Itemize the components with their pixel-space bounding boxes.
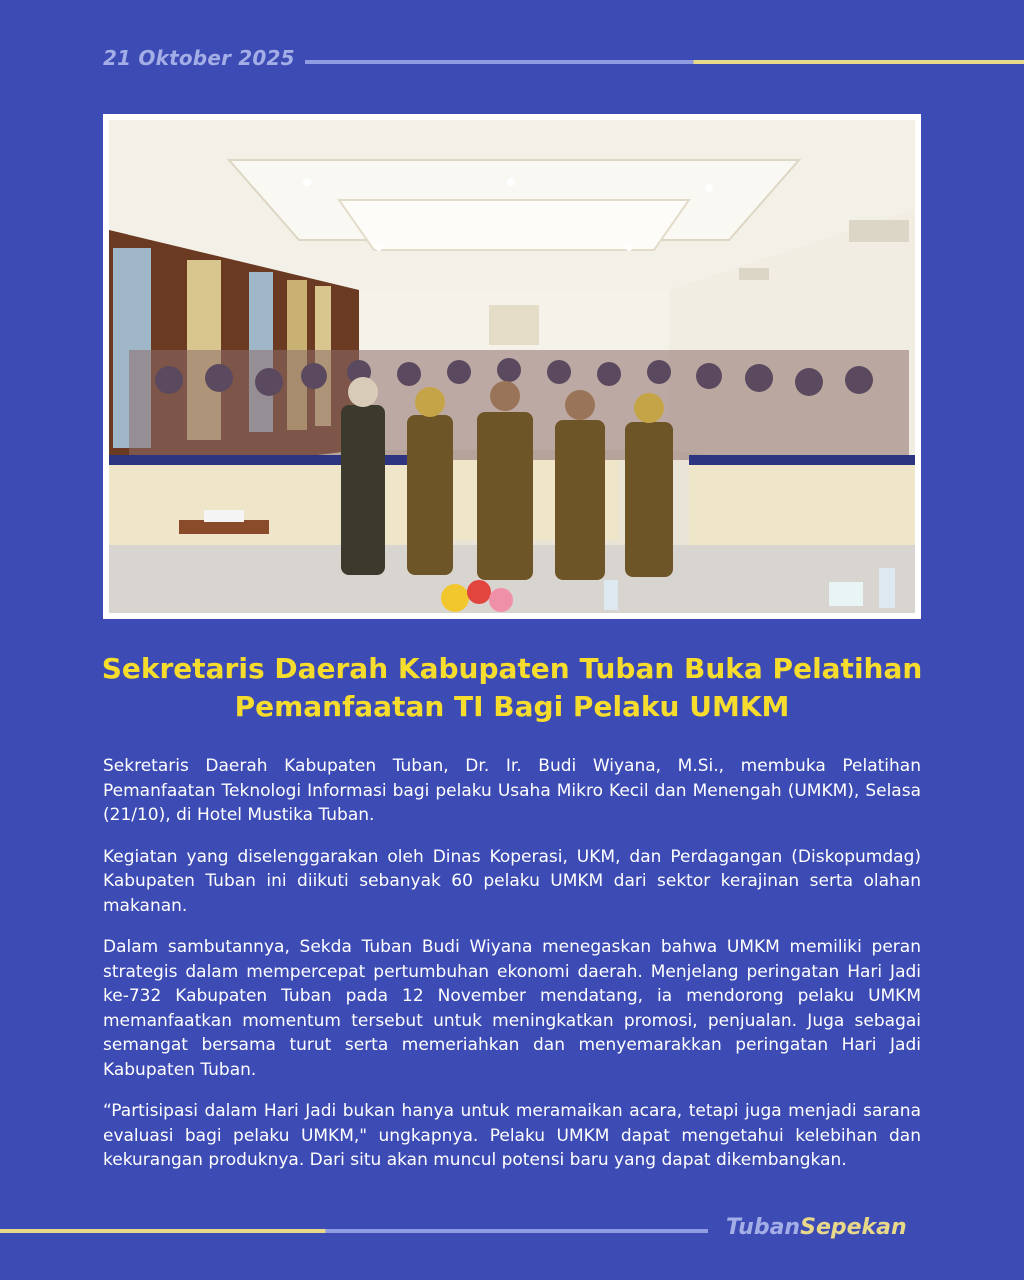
article-paragraph-4: “Partisipasi dalam Hari Jadi bukan hanya untuk meramaikan acara, tetapi juga menjadi sarana evaluasi bagi pelaku UMKM," ungkapnya. Pelaku UMKM dapat mengetahui kelebihan dan kekurangan produknya. Dari situ akan muncul potensi baru yang dapat dikembangkan. xyxy=(103,1101,921,1170)
article-body xyxy=(103,754,921,1190)
brand-logo-part-2: Sepekan xyxy=(800,1215,907,1240)
footer-divider xyxy=(0,1229,708,1233)
article-paragraph-2: Kegiatan yang diselenggarakan oleh Dinas Koperasi, UKM, dan Perdagangan (Diskopumdag) Kabupaten Tuban ini diikuti sebanyak 60 pelaku UMKM dari sektor kerajinan serta olahan makanan. xyxy=(103,846,921,916)
photo-frame xyxy=(103,114,921,619)
brand-logo xyxy=(726,1215,907,1240)
article-headline: Sekretaris Daerah Kabupaten Tuban Buka Pelatihan Pemanfaatan TI Bagi Pelaku UMKM xyxy=(101,652,923,723)
publish-date: 21 Oktober 2025 xyxy=(103,46,295,70)
event-photo xyxy=(109,120,915,613)
header-divider xyxy=(305,60,1024,64)
article-paragraph-1: Sekretaris Daerah Kabupaten Tuban, Dr. Ir. Budi Wiyana, M.Si., membuka Pelatihan Pemanfaatan Teknologi Informasi bagi pelaku Usaha Mikro Kecil dan Menengah (UMKM), Selasa (21/10), di Hotel Mustika Tuban. xyxy=(103,756,921,825)
article-paragraph-3: Dalam sambutannya, Sekda Tuban Budi Wiyana menegaskan bahwa UMKM memiliki peran strategis dalam mempercepat pertumbuhan ekonomi daerah. Menjelang peringatan Hari Jadi ke-732 Kabupaten Tuban pada 12 November mendatang, ia mendorong pelaku UMKM memanfaatkan momentum tersebut untuk meningkatkan promosi, penjualan. Juga sebagai semangat bersama turut serta memeriahkan dan menyemarakkan peringatan Hari Jadi Kabupaten Tuban. xyxy=(103,937,921,1080)
brand-logo-part-1: Tuban xyxy=(726,1215,801,1240)
